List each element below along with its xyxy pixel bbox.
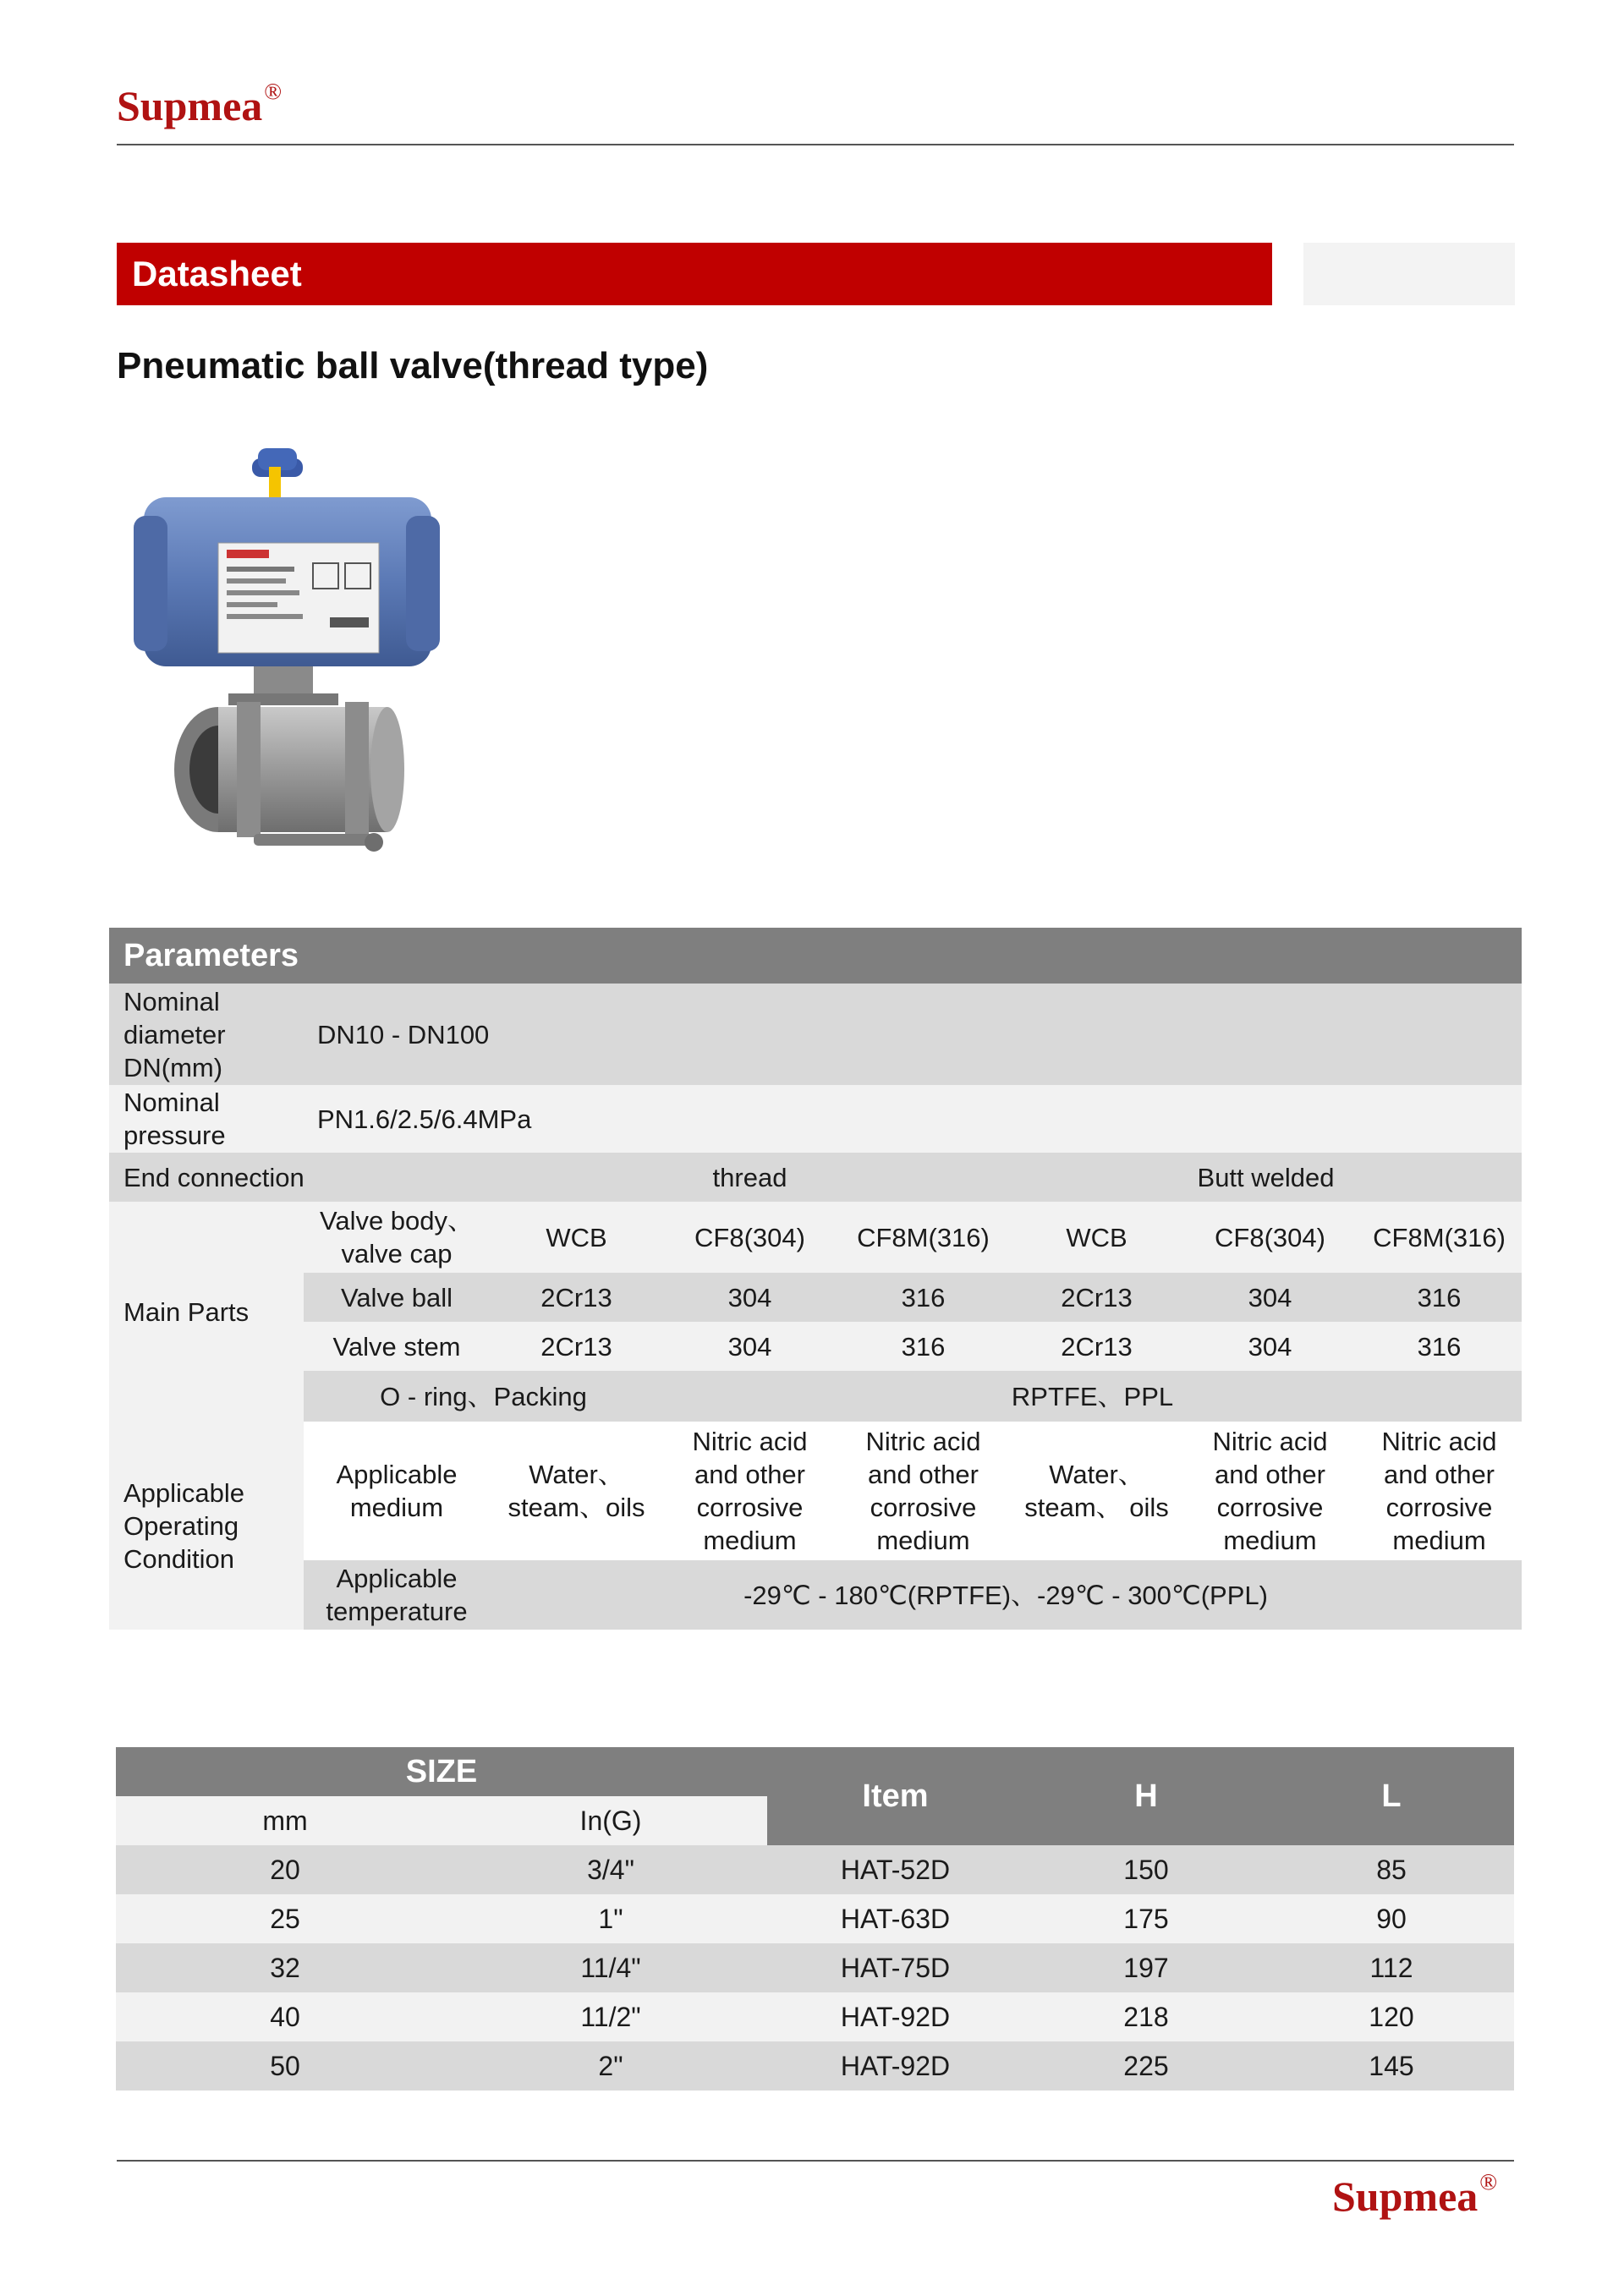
size-h-cell: 225 [1123,2050,1169,2081]
param-row-nominal-diameter [109,984,1522,1085]
main-parts-label: Main Parts [109,1202,304,1422]
valve-stem-cell: 316 [901,1331,946,1362]
size-inch-cell: 2" [598,2050,623,2081]
parameters-table [109,928,1522,1630]
size-l-cell: 120 [1369,2001,1414,2032]
size-item-cell: HAT-52D [840,1854,951,1885]
h-header: H [1023,1747,1269,1845]
medium-cell: Nitric acid and other corrosive medium [1381,1427,1497,1555]
nominal-pressure-label: Nominal pressure [123,1088,226,1150]
oring-packing-value: RPTFE、PPL [1011,1381,1174,1411]
valve-ball-cell: 2Cr13 [1061,1282,1133,1312]
parameters-header-row [109,928,1522,984]
param-row-oring-packing [109,1371,1522,1422]
table-row [116,1894,1514,1943]
valve-stem-cell: 2Cr13 [1061,1331,1133,1362]
datasheet-label: Datasheet [132,254,302,293]
mm-header: mm [116,1796,454,1845]
inch-header: In(G) [454,1796,767,1845]
valve-stem-cell: 304 [727,1331,772,1362]
param-row-valve-stem [109,1322,1522,1371]
param-row-end-connection [109,1153,1522,1202]
valve-body-cell: CF8M(316) [857,1222,990,1252]
valve-ball-cell: 304 [1248,1282,1292,1312]
l-header: L [1269,1747,1514,1845]
page-title: Pneumatic ball valve(thread type) [117,345,709,386]
size-inch-cell: 3/4" [587,1854,634,1885]
footer-registered-mark: ® [1479,2168,1498,2195]
operating-condition-label: Applicable Operating Condition [109,1422,304,1630]
valve-stem-cell: 316 [1417,1331,1462,1362]
size-l-cell: 112 [1369,1952,1413,1983]
footer-divider [117,2160,1514,2162]
size-inch-cell: 11/2" [580,2001,641,2032]
size-mm-cell: 32 [270,1952,300,1983]
footer-brand-name: Supmea [1332,2173,1479,2220]
size-header-row [116,1747,1514,1796]
item-header: Item [767,1747,1023,1845]
valve-body-cell: WCB [1066,1222,1127,1252]
size-item-cell: HAT-75D [840,1952,951,1983]
valve-body-cell: WCB [546,1222,607,1252]
size-mm-cell: 50 [270,2050,300,2081]
valve-body-cell: CF8(304) [1215,1222,1325,1252]
size-table [116,1747,1514,2091]
footer-brand-logo [1332,2168,1498,2221]
valve-body-cell: CF8(304) [694,1222,805,1252]
nominal-pressure-value: PN1.6/2.5/6.4MPa [317,1104,532,1134]
size-h-cell: 150 [1123,1854,1169,1885]
size-l-cell: 145 [1369,2050,1414,2081]
parameters-heading: Parameters [109,928,1522,984]
medium-cell: Nitric acid and other corrosive medium [865,1427,981,1555]
param-row-valve-body [109,1202,1522,1273]
size-inch-cell: 11/4" [580,1952,641,1983]
valve-ball-cell: 304 [727,1282,772,1312]
nominal-diameter-value: DN10 - DN100 [317,1019,490,1049]
param-row-nominal-pressure [109,1085,1522,1153]
size-h-cell: 197 [1123,1952,1169,1983]
valve-body-cell: CF8M(316) [1373,1222,1506,1252]
medium-cell: Water、steam、 oils [1024,1460,1169,1522]
medium-cell: Water、steam、oils [508,1460,645,1522]
applicable-medium-label: Applicable medium [336,1460,458,1522]
size-mm-cell: 40 [270,2001,300,2032]
size-mm-cell: 25 [270,1903,300,1934]
datasheet-banner [117,243,1272,305]
valve-ball-label: Valve ball [340,1282,453,1312]
valve-ball-cell: 316 [901,1282,946,1312]
size-h-cell: 175 [1123,1903,1169,1934]
valve-stem-cell: 304 [1248,1331,1292,1362]
medium-cell: Nitric acid and other corrosive medium [1212,1427,1328,1555]
oring-packing-label: O - ring、Packing [380,1381,587,1411]
valve-stem-label: Valve stem [332,1331,461,1362]
end-connection-label: End connection [123,1162,304,1192]
table-row [116,1845,1514,1894]
end-connection-butt-welded: Butt welded [1197,1162,1335,1192]
param-row-valve-ball [109,1273,1522,1322]
size-inch-cell: 1" [598,1903,623,1934]
header-divider [117,144,1514,145]
table-row [116,2041,1514,2091]
valve-body-label: Valve body、valve cap [319,1206,475,1269]
valve-stem-cell: 2Cr13 [540,1331,612,1362]
valve-ball-cell: 316 [1417,1282,1462,1312]
applicable-temperature-value: -29℃ - 180℃(RPTFE)、-29℃ - 300℃(PPL) [743,1580,1268,1610]
brand-name: Supmea [117,82,263,129]
size-header: SIZE [116,1747,767,1796]
size-h-cell: 218 [1123,2001,1169,2032]
table-row [116,1992,1514,2041]
nominal-diameter-label: Nominal diameter DN(mm) [123,986,226,1082]
valve-ball-cell: 2Cr13 [540,1282,612,1312]
size-item-cell: HAT-63D [840,1903,951,1934]
size-mm-cell: 20 [270,1854,300,1885]
size-l-cell: 85 [1376,1854,1407,1885]
banner-side-block [1303,243,1515,305]
applicable-temperature-label: Applicable temperature [326,1564,468,1626]
table-row [116,1943,1514,1992]
size-l-cell: 90 [1376,1903,1407,1934]
size-item-cell: HAT-92D [840,2001,951,2032]
size-item-cell: HAT-92D [840,2050,951,2081]
param-row-applicable-temperature [109,1560,1522,1630]
end-connection-thread: thread [712,1162,787,1192]
brand-logo [117,78,283,130]
pneumatic-ball-valve-photo [127,448,448,871]
medium-cell: Nitric acid and other corrosive medium [692,1427,808,1555]
registered-mark: ® [264,78,283,104]
param-row-applicable-medium [109,1422,1522,1560]
